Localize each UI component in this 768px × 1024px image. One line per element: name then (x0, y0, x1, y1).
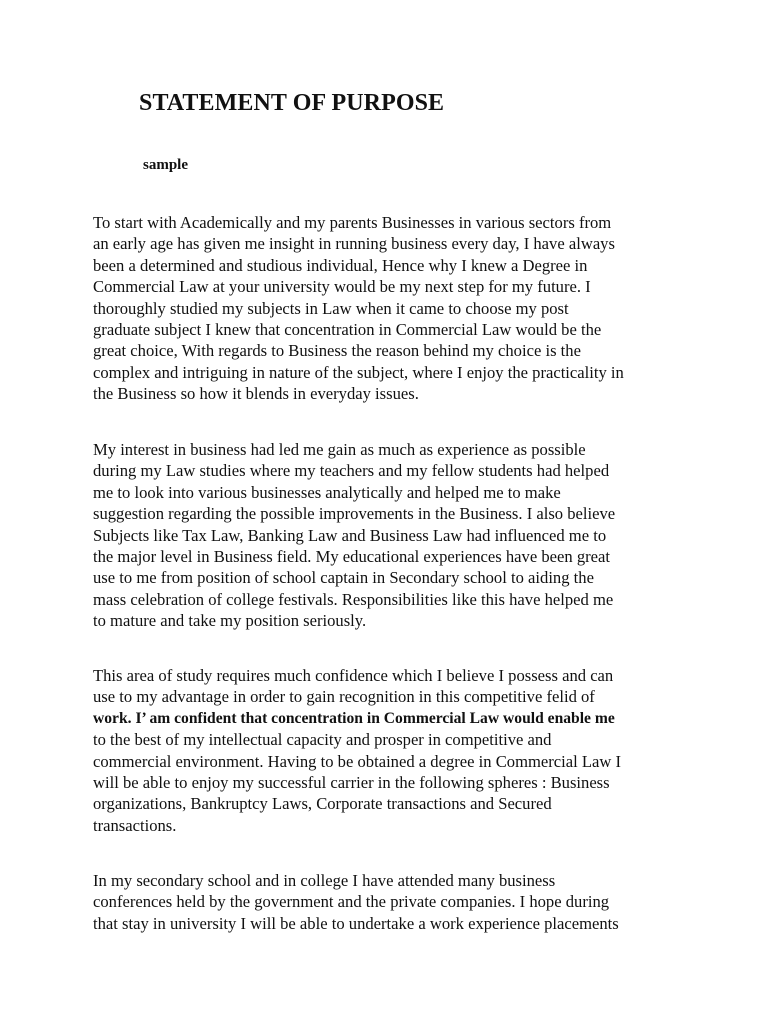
paragraph-4 (93, 870, 693, 934)
text-line: an early age has given me insight in running business every day, I have always (93, 234, 615, 254)
text-line: use to my advantage in order to gain recognition in this competitive felid of (93, 687, 595, 707)
text-line: Commercial Law at your university would be my next step for my future. I (93, 277, 591, 297)
text-line: me to look into various businesses analytically and helped me to make (93, 482, 561, 502)
text-line: complex and intriguing in nature of the subject, where I enjoy the practicality in (93, 362, 624, 382)
paragraph-3 (93, 665, 693, 836)
text-line: organizations, Bankruptcy Laws, Corporate transactions and Secured (93, 794, 552, 814)
paragraph-2 (93, 439, 693, 632)
text-line: use to me from position of school captain in Secondary school to aiding the (93, 568, 594, 588)
page-title: STATEMENT OF PURPOSE (139, 90, 445, 116)
text-line: that stay in university I will be able to undertake a work experience placements (93, 913, 619, 933)
text-line: commercial environment. Having to be obtained a degree in Commercial Law I (93, 751, 622, 771)
text-line: graduate subject I knew that concentration in Commercial Law would be the (93, 319, 602, 339)
text-line: will be able to enjoy my successful carrier in the following spheres : Business (93, 772, 610, 792)
text-line-bold: work. I’ am confident that concentration in Commercial Law would enable me (93, 709, 615, 727)
text-line: suggestion regarding the possible improvements in the Business. I also believe (93, 504, 616, 524)
text-line: the Business so how it blends in everyday issues. (93, 384, 419, 404)
paragraph-1 (93, 212, 693, 405)
text-line: thoroughly studied my subjects in Law when it came to choose my post (93, 298, 569, 318)
text-line: the major level in Business field. My educational experiences have been great (93, 546, 610, 566)
text-line: In my secondary school and in college I have attended many business (93, 871, 556, 890)
text-line: My interest in business had led me gain as much as experience as possible (93, 440, 586, 459)
text-line: To start with Academically and my parents Businesses in various sectors from (93, 213, 612, 232)
text-line: Subjects like Tax Law, Banking Law and Business Law had influenced me to (93, 525, 607, 545)
text-line: during my Law studies where my teachers and my fellow students had helped (93, 461, 610, 481)
text-line: mass celebration of college festivals. Responsibilities like this have helped me (93, 589, 614, 609)
text-line: This area of study requires much confidence which I believe I possess and can (93, 666, 614, 685)
text-line: conferences held by the government and the private companies. I hope during (93, 892, 610, 912)
text-line: transactions. (93, 815, 177, 835)
text-line: great choice, With regards to Business the reason behind my choice is the (93, 341, 581, 361)
text-line: to mature and take my position seriously. (93, 611, 367, 631)
text-line: to the best of my intellectual capacity and prosper in competitive and (93, 730, 552, 750)
text-line: been a determined and studious individual, Hence why I knew a Degree in (93, 255, 588, 275)
page-subtitle: sample (143, 157, 188, 173)
